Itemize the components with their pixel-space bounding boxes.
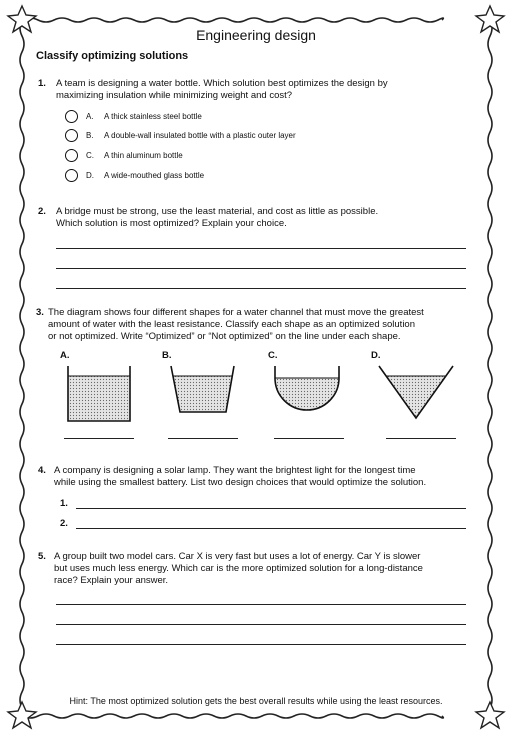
- q5-answer-line[interactable]: [56, 644, 466, 645]
- shape-a-label: A.: [60, 350, 70, 361]
- q5-text-line2: but uses much less energy. Which car is the more optimized solution for a long-distance: [54, 563, 423, 574]
- q1-text-line1: A team is designing a water bottle. Which solution best optimizes the design by: [56, 78, 388, 89]
- shape-d-triangle-channel: [379, 366, 453, 418]
- q2-answer-line[interactable]: [56, 288, 466, 289]
- shape-b-trapezoid-channel: [171, 366, 234, 412]
- shape-a-rectangle-channel: [68, 366, 130, 421]
- q4-item-1-label: 1.: [60, 498, 68, 509]
- shape-a-answer-line[interactable]: [64, 438, 134, 439]
- q4-text-line2: while using the smallest battery. List two design choices that would optimize the solution.: [54, 477, 427, 488]
- q2-answer-line[interactable]: [56, 268, 466, 269]
- shape-b-answer-line[interactable]: [168, 438, 238, 439]
- worksheet-subtitle: Classify optimizing solutions: [36, 50, 189, 62]
- q1-option-d-text: A wide-mouthed glass bottle: [104, 171, 205, 180]
- q3-text-line3: or not optimized. Write “Optimized” or “Not optimized” on the line under each shape.: [48, 331, 401, 342]
- q1-option-c-text: A thin aluminum bottle: [104, 151, 183, 160]
- hint-text: Hint: The most optimized solution gets the best overall results while using the least resources.: [69, 696, 443, 706]
- q4-item-1-answer-line[interactable]: [76, 508, 466, 509]
- q1-option-d-letter: D.: [86, 171, 94, 180]
- q2-number: 2.: [38, 206, 46, 217]
- shape-b-label: B.: [162, 350, 172, 361]
- q3-text-line2: amount of water with the least resistance. Classify each shape as an optimized solution: [48, 319, 415, 330]
- q4-number: 4.: [38, 465, 46, 476]
- q1-option-b-text: A double-wall insulated bottle with a plastic outer layer: [104, 131, 296, 140]
- q4-item-2-label: 2.: [60, 518, 68, 529]
- q1-option-b-letter: B.: [86, 131, 94, 140]
- q1-text-line2: maximizing insulation while minimizing weight and cost?: [56, 90, 293, 101]
- q1-option-d-radio[interactable]: [65, 169, 78, 182]
- q1-option-b-radio[interactable]: [65, 129, 78, 142]
- shape-c-answer-line[interactable]: [274, 438, 344, 439]
- q4-item-2-answer-line[interactable]: [76, 528, 466, 529]
- q4-text-line1: A company is designing a solar lamp. They want the brightest light for the longest time: [54, 465, 416, 476]
- worksheet-title: Engineering design: [196, 27, 316, 43]
- q5-answer-line[interactable]: [56, 624, 466, 625]
- q2-answer-line[interactable]: [56, 248, 466, 249]
- shape-d-label: D.: [371, 350, 381, 361]
- q2-text-line2: Which solution is most optimized? Explain your choice.: [56, 218, 287, 229]
- channel-shapes-diagram: [0, 360, 512, 430]
- q5-text-line3: race? Explain your answer.: [54, 575, 169, 586]
- q2-text-line1: A bridge must be strong, use the least material, and cost as little as possible.: [56, 206, 379, 217]
- q1-option-a-text: A thick stainless steel bottle: [104, 112, 202, 121]
- q1-number: 1.: [38, 78, 46, 89]
- shape-d-answer-line[interactable]: [386, 438, 456, 439]
- q1-option-a-letter: A.: [86, 112, 94, 121]
- q3-number: 3.: [36, 307, 44, 318]
- shape-c-semicircle-channel: [275, 366, 339, 410]
- q5-number: 5.: [38, 551, 46, 562]
- q5-text-line1: A group built two model cars. Car X is very fast but uses a lot of energy. Car Y is slower: [54, 551, 421, 562]
- q1-option-a-radio[interactable]: [65, 110, 78, 123]
- shape-c-label: C.: [268, 350, 278, 361]
- q1-option-c-letter: C.: [86, 151, 94, 160]
- q5-answer-line[interactable]: [56, 604, 466, 605]
- q3-text-line1: The diagram shows four different shapes for a water channel that must move the greatest: [48, 307, 424, 318]
- q1-option-c-radio[interactable]: [65, 149, 78, 162]
